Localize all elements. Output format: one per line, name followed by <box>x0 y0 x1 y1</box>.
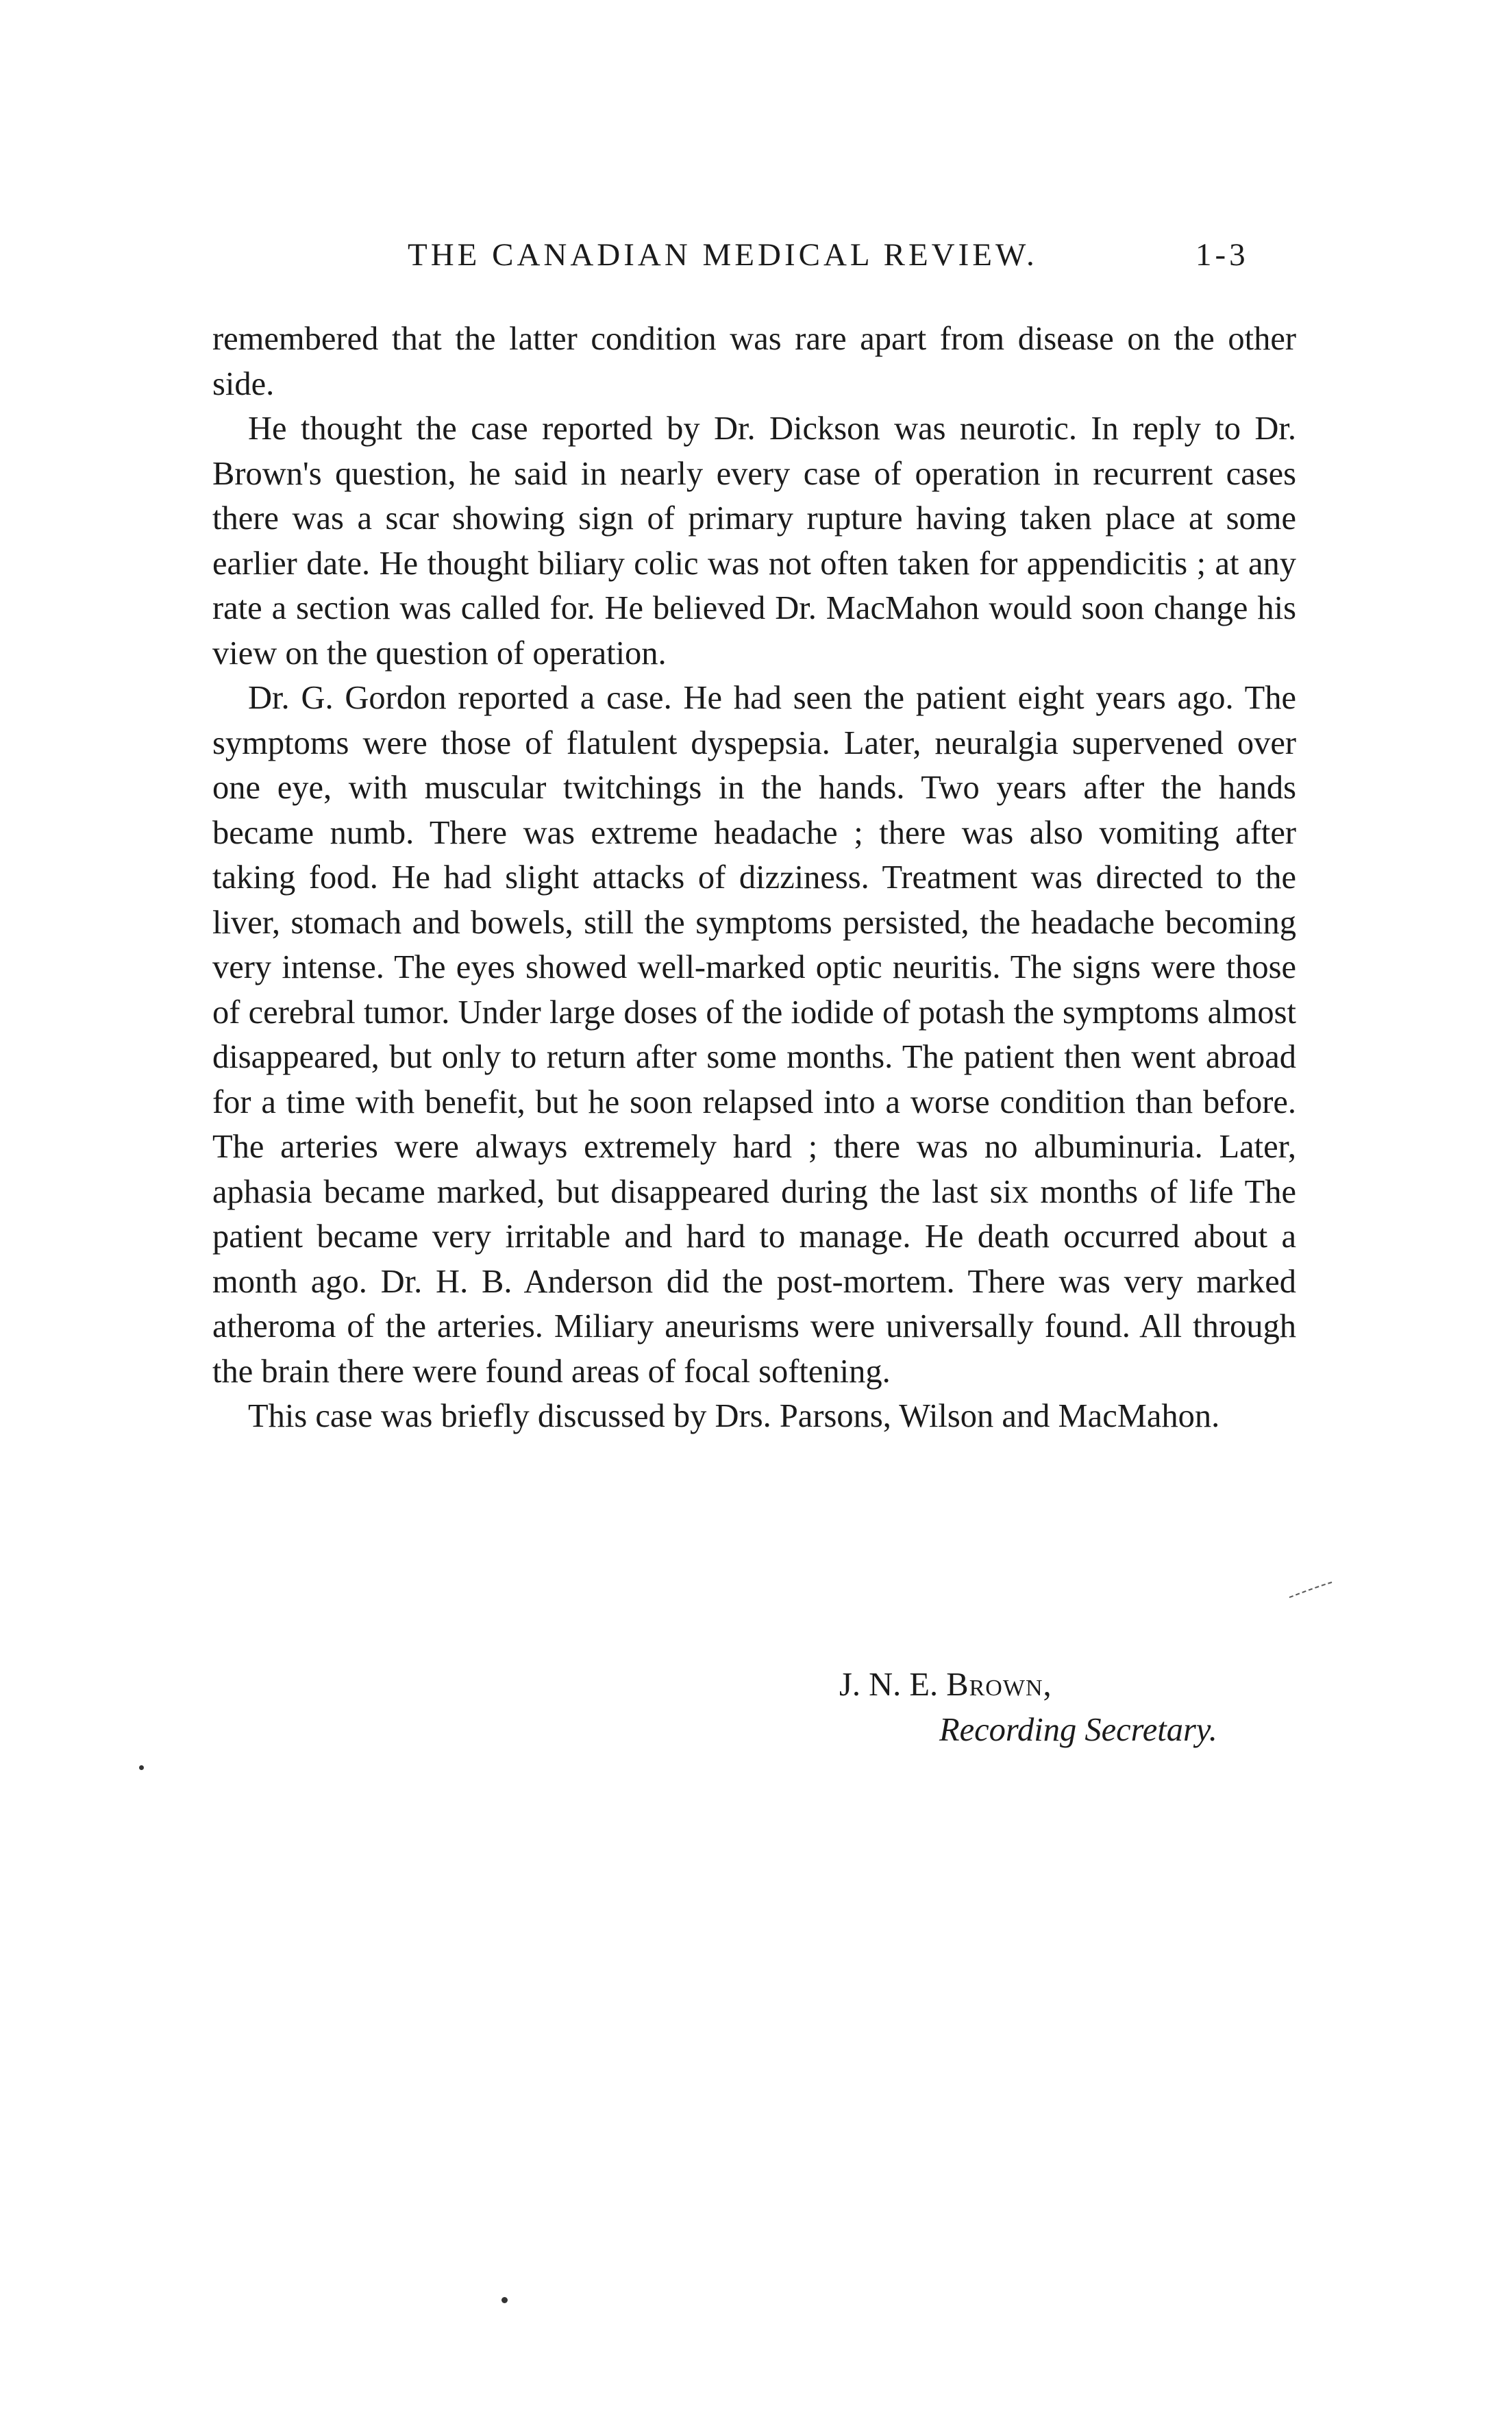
running-head <box>206 236 1302 284</box>
stray-pen-mark <box>1287 1580 1335 1600</box>
page-number: 1-3 <box>1195 237 1249 273</box>
scan-speck <box>139 1765 144 1770</box>
paragraph-discussion: He thought the case reported by Dr. Dickson was neurotic. In reply to Dr. Brown's question, he said in nearly every case of operation in recurrent cases there was a scar showing sign of primary rupture having taken place at some earlier date. He thought biliary colic was not often taken for appendicitis ; at any rate a section was called for. He believed Dr. MacMahon would soon change his view on the question of operation. <box>212 410 1296 672</box>
signature-title: Recording Secretary. <box>939 1711 1217 1748</box>
article-body <box>212 317 1296 1439</box>
journal-title: THE CANADIAN MEDICAL REVIEW. <box>408 237 1038 273</box>
signature-block <box>839 1662 1319 1752</box>
signature-name <box>839 1662 1319 1708</box>
scan-speck <box>501 2297 508 2303</box>
paragraph-case-report: Dr. G. Gordon reported a case. He had seen the patient eight years ago. The symptoms were those of flatulent dyspepsia. Later, neuralgia supervened over one eye, with muscular twitchings in the hands. Two years after the hands became numb. There was extreme headache ; there was also vomiting after taking food. He had slight attacks of dizziness. Treatment was directed to the liver, stomach and bowels, still the symptoms persisted, the headache becoming very intense. The eyes showed well-marked optic neuritis. The signs were those of cerebral tumor. Under large doses of the iodide of potash the symptoms almost disappeared, but only to return after some months. The patient then went abroad for a time with benefit, but he soon relapsed into a worse condition than before. The arteries were always extremely hard ; there was no albuminuria. Later, aphasia became marked, but disappeared during the last six months of life The patient became very irritable and hard to manage. He death occurred about a month ago. Dr. H. B. Anderson did the post-mortem. There was very marked atheroma of the arteries. Miliary aneurisms were universally found. All through the brain there were found areas of focal softening. <box>212 680 1296 1390</box>
paragraph-closing: This case was briefly discussed by Drs. Parsons, Wilson and MacMahon. <box>248 1398 1220 1434</box>
signature-initials: J. N. E. <box>839 1667 939 1703</box>
paragraph-continuation: remembered that the latter condition was rare apart from disease on the other side. <box>212 321 1296 402</box>
signature-surname: Brown, <box>946 1667 1052 1703</box>
